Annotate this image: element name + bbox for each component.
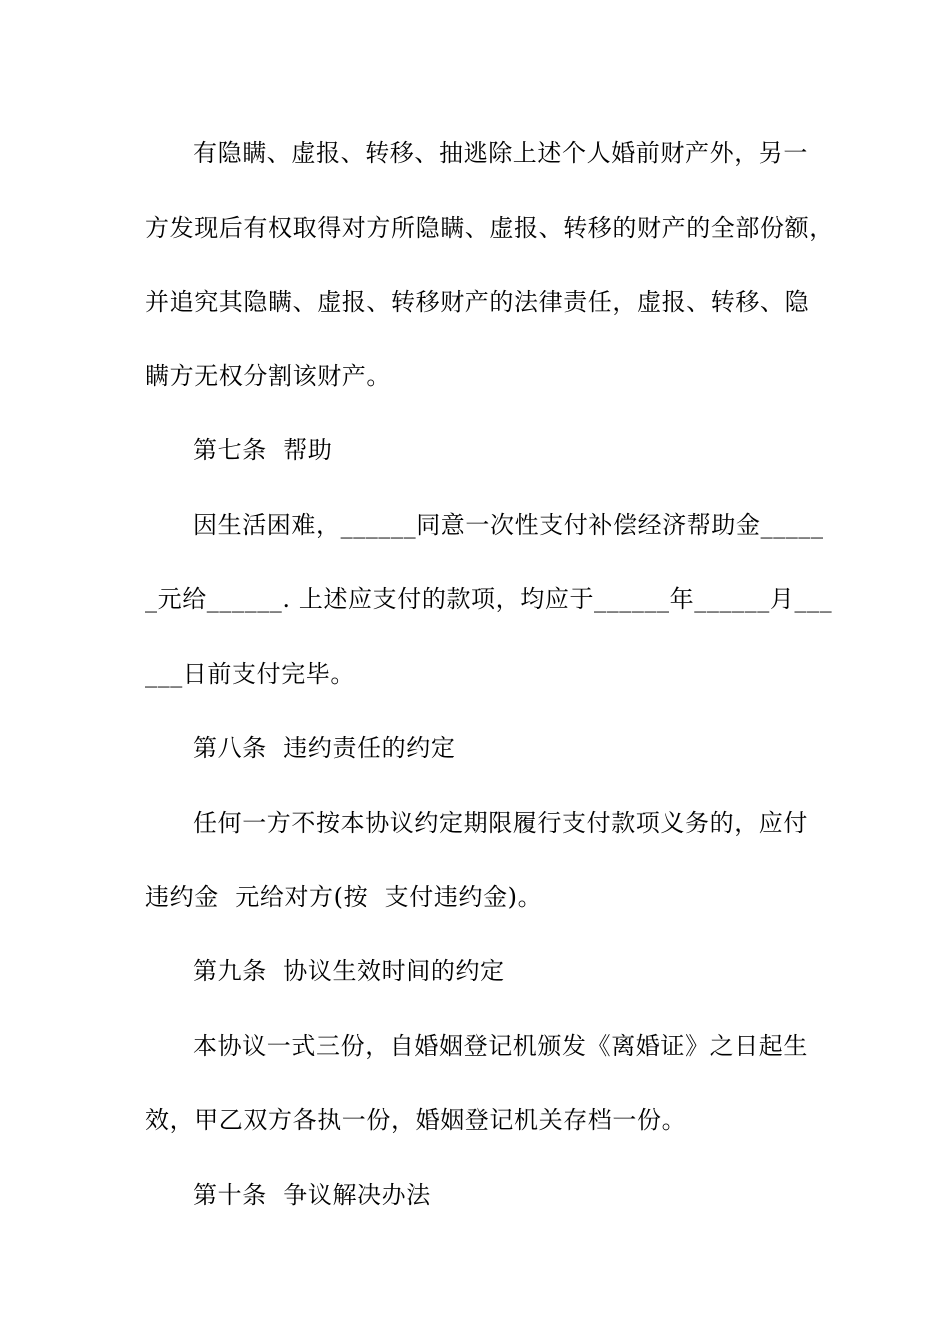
- paragraph-line: 瞒方无权分割该财产。: [145, 362, 391, 390]
- article-heading: 第九条 协议生效时间的约定: [193, 957, 505, 985]
- paragraph-line: 效，甲乙双方各执一份，婚姻登记机关存档一份。: [145, 1106, 687, 1134]
- paragraph-line: 方发现后有权取得对方所隐瞒、虚报、转移的财产的全部份额，: [145, 214, 834, 242]
- paragraph-line: 本协议一式三份，自婚姻登记机颁发《离婚证》之日起生: [193, 1032, 808, 1060]
- article-heading: 第七条 帮助: [193, 436, 333, 464]
- paragraph-line: ___日前支付完毕。: [145, 660, 355, 688]
- paragraph-line: _元给______. 上述应支付的款项，均应于______年______月___: [145, 585, 833, 613]
- article-heading: 第十条 争议解决办法: [193, 1181, 431, 1209]
- paragraph-line: 因生活困难，______同意一次性支付补偿经济帮助金_____: [193, 511, 824, 539]
- paragraph-line: 并追究其隐瞒、虚报、转移财产的法律责任，虚报、转移、隐: [145, 288, 810, 316]
- article-heading: 第八条 违约责任的约定: [193, 734, 456, 762]
- paragraph-line: 违约金 元给对方(按 支付违约金)。: [145, 883, 543, 911]
- paragraph-line: 任何一方不按本协议约定期限履行支付款项义务的，应付: [193, 809, 808, 837]
- paragraph-line: 有隐瞒、虚报、转移、抽逃除上述个人婚前财产外，另一: [193, 139, 808, 167]
